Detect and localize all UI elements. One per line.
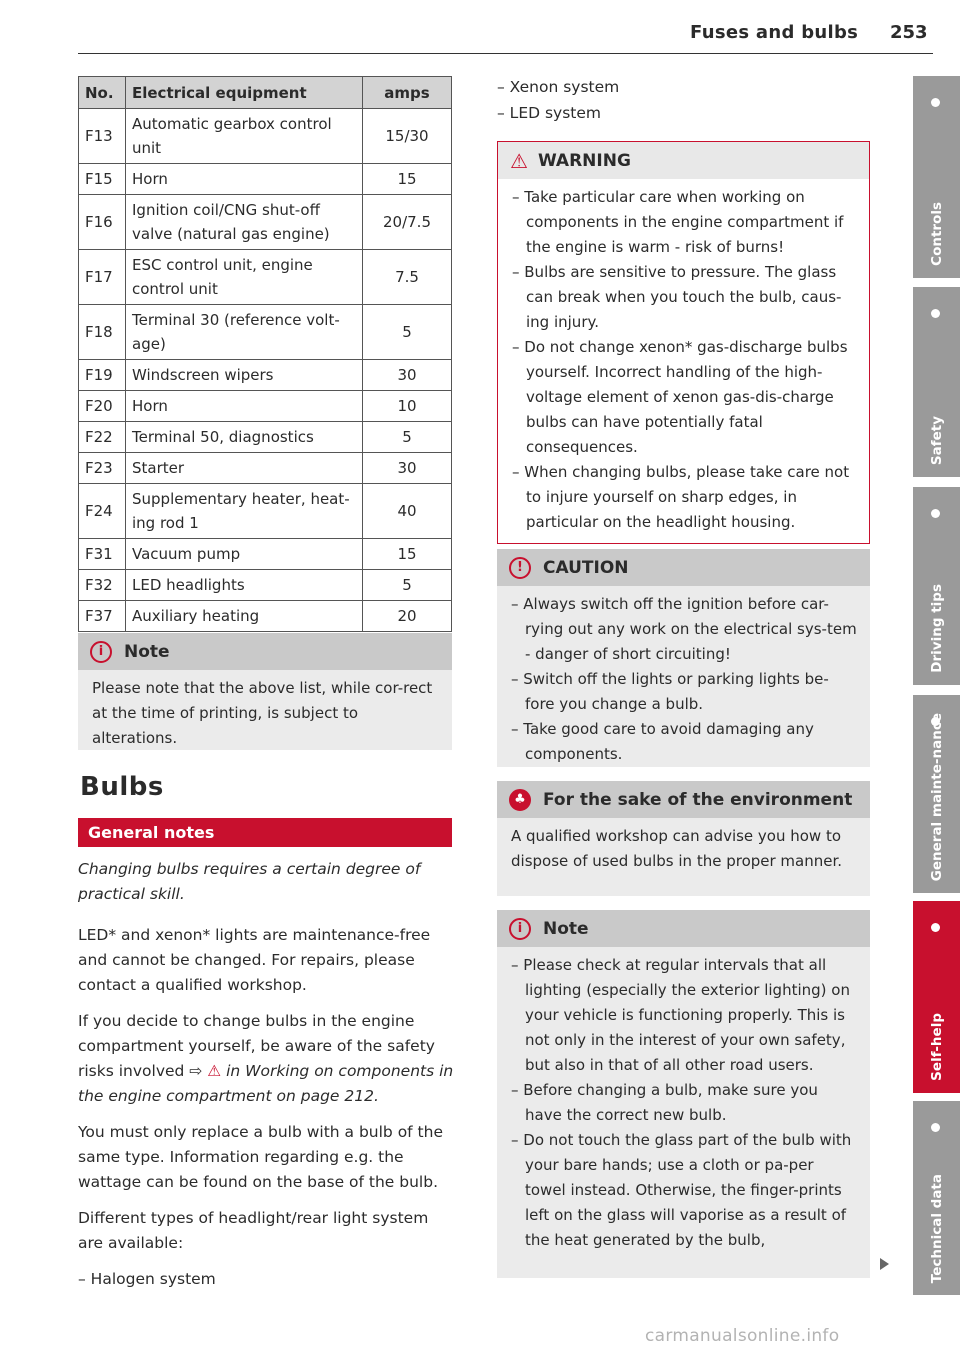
paragraph-bulb-type: You must only replace a bulb with a bulb of the same type. Information regarding e.g. the wattage can be found on the base of the bulb.: [78, 1123, 443, 1191]
table-row: [79, 164, 452, 195]
fuse-table: [78, 76, 452, 632]
amperage: 30: [363, 360, 452, 391]
amperage: 15: [363, 164, 452, 195]
note2-header: [497, 910, 870, 947]
amperage: 15: [363, 539, 452, 570]
fuse-number: F19: [79, 360, 126, 391]
equipment-name: Windscreen wipers: [126, 360, 363, 391]
intro-paragraph: [78, 857, 454, 907]
warning-item: – Do not change xenon* gas-discharge bulbs yourself. Incorrect handling of the high-voltage element of xenon gas-dis-charge bulbs can have potentially fatal consequences.: [512, 338, 848, 456]
fuse-number: F15: [79, 164, 126, 195]
amperage: 10: [363, 391, 452, 422]
fuse-number: F31: [79, 539, 126, 570]
note-box-2: [497, 910, 870, 1278]
paragraph-safety-risks: [78, 1009, 454, 1109]
fuse-number: F23: [79, 453, 126, 484]
tab-label: Technical data: [928, 1173, 945, 1283]
note-title: Note: [124, 641, 170, 662]
note-text: Please note that the above list, while cor-rect at the time of printing, is subject to alterations.: [92, 679, 433, 747]
warning-triangle-icon: ⚠: [510, 148, 528, 173]
amperage: 5: [363, 422, 452, 453]
tab-technical-data[interactable]: [913, 1101, 960, 1295]
info-icon: i: [509, 918, 531, 940]
col-equipment-header: Electrical equipment: [126, 77, 363, 109]
continue-arrow-icon: [880, 1258, 889, 1270]
equipment-name: Terminal 30 (reference volt-age): [126, 305, 363, 360]
warning-item: – Take particular care when working on components in the engine compartment if the engine is warm - risk of burns!: [512, 188, 844, 256]
tab-safety[interactable]: [913, 287, 960, 477]
tab-self-help[interactable]: [913, 901, 960, 1093]
table-row: [79, 484, 452, 539]
note2-item: – Do not touch the glass part of the bulb with your bare hands; use a cloth or pa-per towel instead. Otherwise, the finger-prints left on the glass will vaporise as a result of the heat generated by the bulb,: [511, 1131, 852, 1249]
caution-header: [497, 549, 870, 586]
table-row: [79, 360, 452, 391]
environment-box: [497, 781, 870, 896]
amperage: 30: [363, 453, 452, 484]
environment-title: For the sake of the environment: [543, 789, 853, 810]
environment-header: [497, 781, 870, 818]
note2-item: – Before changing a bulb, make sure you have the correct new bulb.: [511, 1081, 818, 1124]
equipment-name: Automatic gearbox control unit: [126, 109, 363, 164]
amperage: 5: [363, 570, 452, 601]
warning-item: – When changing bulbs, please take care not to injure yourself on sharp edges, in particular on the headlight housing.: [512, 463, 850, 531]
table-row: [79, 422, 452, 453]
fuse-number: F16: [79, 195, 126, 250]
fuse-number: F22: [79, 422, 126, 453]
list-item-led: – LED system: [497, 104, 602, 122]
warning-header: [498, 142, 869, 179]
paragraph-light-systems: Different types of headlight/rear light system are available:: [78, 1209, 429, 1252]
tab-driving-tips[interactable]: [913, 487, 960, 685]
equipment-name: Auxiliary heating: [126, 601, 363, 632]
amperage: 15/30: [363, 109, 452, 164]
equipment-name: Horn: [126, 164, 363, 195]
equipment-name: LED headlights: [126, 570, 363, 601]
tab-label: Self-help: [928, 1013, 945, 1081]
caution-item: – Switch off the lights or parking lights be-fore you change a bulb.: [511, 670, 829, 713]
amperage: 20/7.5: [363, 195, 452, 250]
paragraph-maintenance-free: LED* and xenon* lights are maintenance-free and cannot be changed. For repairs, please contact a qualified workshop.: [78, 926, 431, 994]
tab-general-maintenance[interactable]: [913, 695, 960, 893]
tab-label: General mainte-nance: [928, 712, 945, 881]
list-item-xenon: – Xenon system: [497, 78, 620, 96]
warning-title: WARNING: [537, 150, 631, 171]
amperage: 7.5: [363, 250, 452, 305]
fuse-number: F17: [79, 250, 126, 305]
table-row: [79, 539, 452, 570]
table-row: [79, 453, 452, 484]
environment-text: A qualified workshop can advise you how to dispose of used bulbs in the proper manner.: [511, 827, 843, 870]
table-row: [79, 109, 452, 164]
equipment-name: Starter: [126, 453, 363, 484]
fuse-number: F37: [79, 601, 126, 632]
amperage: 20: [363, 601, 452, 632]
header-divider: [78, 53, 933, 54]
fuse-number: F20: [79, 391, 126, 422]
tab-label: Controls: [928, 202, 945, 266]
list-item-halogen: – Halogen system: [78, 1270, 216, 1288]
table-row: [79, 601, 452, 632]
col-no-header: No.: [79, 77, 126, 109]
equipment-name: Vacuum pump: [126, 539, 363, 570]
environment-leaf-icon: ♣: [509, 789, 531, 811]
caution-icon: !: [509, 557, 531, 579]
equipment-name: ESC control unit, engine control unit: [126, 250, 363, 305]
bulbs-heading: Bulbs: [80, 772, 164, 802]
table-row: [79, 305, 452, 360]
warning-box: [497, 141, 870, 544]
fuse-number: F18: [79, 305, 126, 360]
tab-label: Driving tips: [928, 584, 945, 673]
table-row: [79, 391, 452, 422]
caution-item: – Always switch off the ignition before car-rying out any work on the electrical sys-tem - danger of short circuiting!: [511, 595, 857, 663]
equipment-name: Ignition coil/CNG shut-off valve (natural gas engine): [126, 195, 363, 250]
equipment-name: Horn: [126, 391, 363, 422]
table-row: [79, 570, 452, 601]
section-title: Fuses and bulbs: [690, 22, 859, 43]
table-row: [79, 250, 452, 305]
amperage: 40: [363, 484, 452, 539]
table-row: [79, 195, 452, 250]
safety-risks-text: If you decide to change bulbs in the engine compartment yourself, be aware of the safety risks involved ⇨: [78, 1012, 435, 1080]
fuse-number: F13: [79, 109, 126, 164]
warning-triangle-icon: ⚠: [207, 1062, 222, 1080]
equipment-name: Terminal 50, diagnostics: [126, 422, 363, 453]
note-box: [78, 633, 452, 750]
table-header-row: [79, 77, 452, 109]
note-header: [78, 633, 452, 670]
page-reference-link[interactable]: in Working on components in the engine compartment on page 212.: [78, 1062, 454, 1105]
amperage: 5: [363, 305, 452, 360]
tab-label: Safety: [928, 415, 945, 465]
intro-text: Changing bulbs requires a certain degree of practical skill.: [78, 860, 421, 903]
equipment-name: Supplementary heater, heat-ing rod 1: [126, 484, 363, 539]
note2-title: Note: [543, 918, 589, 939]
fuse-number: F32: [79, 570, 126, 601]
note2-item: – Please check at regular intervals that all lighting (especially the exterior lighting) on your vehicle is functioning properly. This is not only in the interest of your own safety, but also in that of all other road users.: [511, 956, 850, 1074]
watermark: carmanualsonline.info: [645, 1326, 840, 1346]
tab-controls[interactable]: [913, 76, 960, 278]
page-number: 253: [890, 22, 928, 43]
caution-item: – Take good care to avoid damaging any components.: [511, 720, 814, 763]
warning-item: – Bulbs are sensitive to pressure. The glass can break when you touch the bulb, caus-ing injury.: [512, 263, 842, 331]
caution-title: CAUTION: [543, 557, 629, 578]
col-amps-header: amps: [363, 77, 452, 109]
caution-box: [497, 549, 870, 767]
fuse-number: F24: [79, 484, 126, 539]
info-icon: i: [90, 641, 112, 663]
general-notes-heading: General notes: [78, 818, 452, 847]
